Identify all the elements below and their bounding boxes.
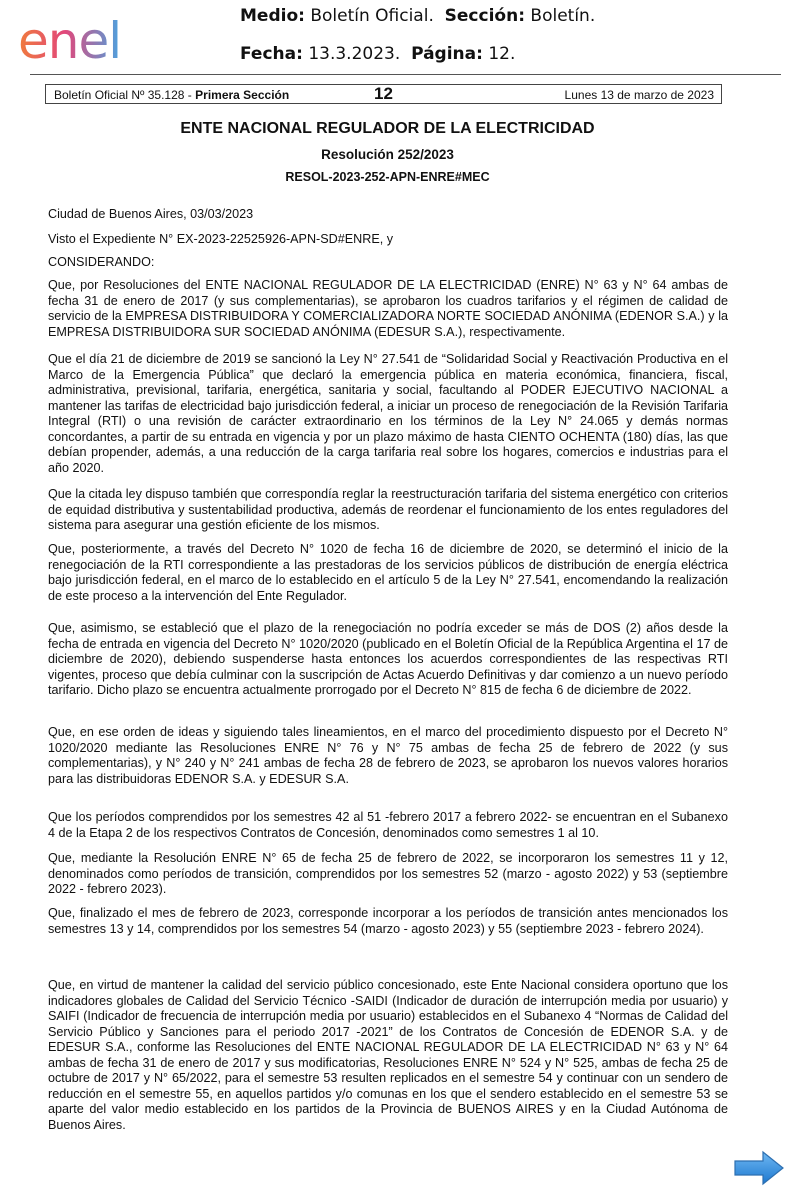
boletin-header-left [54,88,289,102]
document-paragraph: CONSIDERANDO: [48,255,155,269]
resolution-code: RESOL-2023-252-APN-ENRE#MEC [285,170,490,184]
medio-label: Medio: [240,6,305,26]
boletin-number: Boletín Oficial Nº 35.128 - [54,88,192,102]
page-number: 12 [374,84,393,103]
meta-line-2 [240,44,515,64]
pagina-value: 12. [488,44,516,64]
boletin-date: Lunes 13 de marzo de 2023 [564,88,714,102]
document-paragraph: Que, en ese orden de ideas y siguiendo tales lineamientos, en el marco del procedimiento dispuesto por el Decreto N° 1020/2020 mediante las Resoluciones ENRE N° 76 y N° 75 ambas de fecha 25 de febrero de 2022 (y sus complementarias), y N° 240 y N° 241 ambas de fecha 28 de febrero de 2023, se aprobaron los nuevos valores horarios para las distribuidoras EDENOR S.A. y EDESUR S.A. [48,725,728,786]
document-paragraph: Que, posteriormente, a través del Decreto N° 1020 de fecha 16 de diciembre de 2020, se determinó el inicio de la renegociación de la RTI correspondiente a las prestadoras de los servicios públicos de distribución de energía eléctrica bajo jurisdicción federal, en el marco de lo establecido en el artículo 5 de la Ley N° 27.541, encomendando la realización de este proceso a la intervención del Ente Regulador. [48,542,728,603]
seccion-label: Sección: [444,6,525,26]
document-paragraph: Que los períodos comprendidos por los semestres 42 al 51 -febrero 2017 a febrero 2022- se encuentran en el Subanexo 4 de la Etapa 2 de los respectivos Contratos de Concesión, denominados como semestres 1 al 10. [48,810,728,840]
document-paragraph: Ciudad de Buenos Aires, 03/03/2023 [48,207,254,221]
medio-value: Boletín Oficial. [310,6,434,26]
document-paragraph: Que, mediante la Resolución ENRE N° 65 de fecha 25 de febrero de 2022, se incorporaron los semestres 11 y 12, denominados como períodos de transición, comprendidos por los semestres 52 (marzo - agosto 2022) y 53 (septiembre 2022 - febrero 2023). [48,851,728,896]
document-title: ENTE NACIONAL REGULADOR DE LA ELECTRICIDAD [180,120,595,137]
next-page-arrow-icon[interactable] [733,1150,785,1186]
fecha-value: 13.3.2023. [308,44,401,64]
meta-line-1 [240,6,595,26]
enel-logo [16,14,171,66]
fecha-label: Fecha: [240,44,303,64]
boletin-section: Primera Sección [195,88,290,102]
document-paragraph: Que la citada ley dispuso también que correspondía reglar la reestructuración tarifaria del sistema energético con criterios de equidad distributiva y sustentabilidad productiva, además de reordenar el funcionamiento de los entes reguladores del sistema para asegurar una gestión eficiente de los mismos. [48,487,728,532]
resolution-number: Resolución 252/2023 [321,147,454,162]
seccion-value: Boletín. [530,6,596,26]
boletin-header [45,84,722,104]
enel-logo-text: enel [18,14,122,66]
pagina-label: Página: [411,44,483,64]
document-paragraph: Que el día 21 de diciembre de 2019 se sancionó la Ley N° 27.541 de “Solidaridad Social y Reactivación Productiva en el Marco de la Emergencia Pública” que declaró la emergencia pública en materia económica, financiera, fiscal, administrativa, previsional, tarifaria, energética, sanitaria y social, facultando al PODER EJECUTIVO NACIONAL a mantener las tarifas de electricidad bajo jurisdicción federal, a iniciar un proceso de renegociación de la Revisión Tarifaria Integral (RTI) o una revisión de carácter extraordinario en los términos de la Ley N° 24.065 y demás normas concordantes, a partir de su entrada en vigencia y por un plazo máximo de hasta CIENTO OCHENTA (180) días, las que debían propender, además, a una reducción de la carga tarifaria real sobre los hogares, comercios e industrias para el año 2020. [48,352,728,475]
document-paragraph: Que, asimismo, se estableció que el plazo de la renegociación no podría exceder se más de DOS (2) años desde la fecha de entrada en vigencia del Decreto N° 1020/2020 (publicado en el Boletín Oficial de la República Argentina el 17 de diciembre de 2020), debiendo suspenderse hasta entonces los acuerdos correspondientes de las respectivas RTI vigentes, proceso que debía culminar con la suscripción de Actas Acuerdo Definitivas y dar comienzo a un nuevo período tarifario. Dicho plazo se encuentra actualmente prorrogado por el Decreto N° 815 de fecha 6 de diciembre de 2022. [48,621,728,697]
document-paragraph: Visto el Expediente N° EX-2023-22525926-APN-SD#ENRE, y [48,232,394,246]
document-paragraph: Que, finalizado el mes de febrero de 2023, corresponde incorporar a los períodos de transición antes mencionados los semestres 13 y 14, comprendidos por los semestres 54 (marzo - agosto 2023) y 55 (septiembre 2023 - febrero 2024). [48,906,728,936]
document-paragraph: Que, por Resoluciones del ENTE NACIONAL REGULADOR DE LA ELECTRICIDAD (ENRE) N° 63 y N° 64 ambas de fecha 31 de enero de 2017 (y sus complementarias), se aprobaron los cuadros tarifarios y el régimen de calidad de servicio de la EMPRESA DISTRIBUIDORA Y COMERCIALIZADORA NORTE SOCIEDAD ANÓNIMA (EDENOR S.A.) y la EMPRESA DISTRIBUIDORA SUR SOCIEDAD ANÓNIMA (EDESUR S.A.), respectivamente. [48,278,728,339]
top-divider [30,74,781,75]
document-paragraph: Que, en virtud de mantener la calidad del servicio público concesionado, este Ente Nacional considera oportuno que los indicadores globales de Calidad del Servicio Técnico -SAIDI (Indicador de duración de interrupción media por usuario) y SAIFI (Indicador de frecuencia de interrupción media por usuario) establecidos en el Subanexo 4 “Normas de Calidad del Servicio Público y Sanciones para el periodo 2017 -2021” de los Contratos de Concesión de EDENOR S.A. y de EDESUR S.A., conforme las Resoluciones del ENTE NACIONAL REGULADOR DE LA ELECTRICIDAD N° 63 y N° 64 ambas de fecha 31 de enero de 2017 y sus modificatorias, Resoluciones ENRE N° 524 y N° 525, ambas de fecha 25 de octubre de 2017 y N° 65/2022, para el semestre 53 resulten replicados en el semestre 54 y continuar con un sendero de reducción en el semestre 55, en aquellos partidos y/o comunas en los que el sendero establecido en el semestre 53 se aparte del valor medio establecido en los partidos de la Provincia de BUENOS AIRES y en la Ciudad Autónoma de Buenos Aires. [48,978,728,1132]
